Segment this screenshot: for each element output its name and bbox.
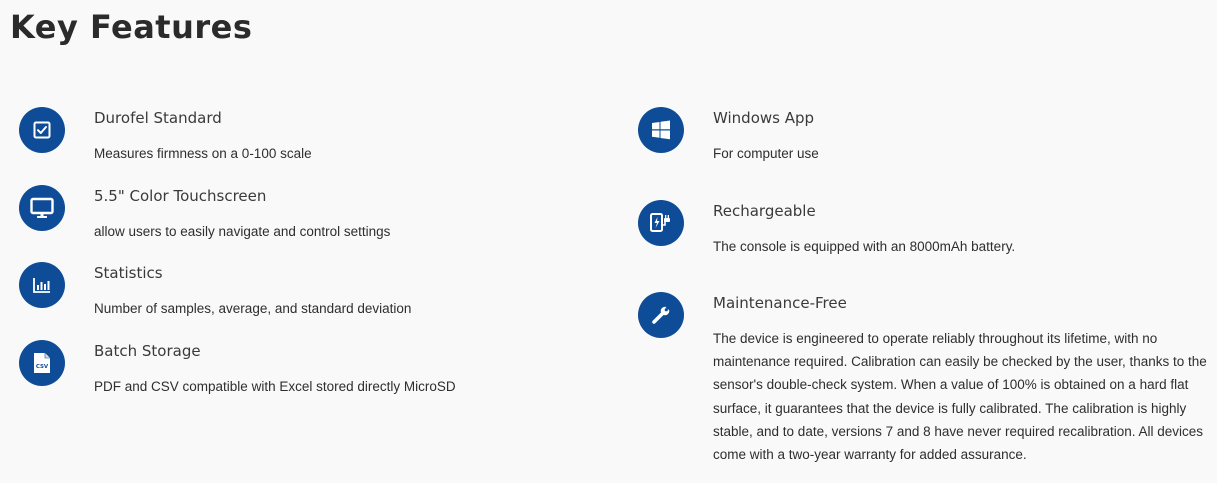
bar-chart-icon bbox=[19, 262, 65, 308]
feature-maintenance-free bbox=[638, 292, 1213, 472]
feature-description: For computer use bbox=[713, 146, 819, 161]
windows-icon bbox=[638, 107, 684, 153]
feature-durofel-standard bbox=[19, 107, 579, 167]
feature-rechargeable bbox=[638, 200, 1213, 260]
feature-description: The device is engineered to operate reliably throughout its lifetime, with no maintenance required. Calibration can easily be checked by the user, thanks to the sensor's double-check system. When a value of 100% is obtained on a hard flat surface, it guarantees that the device is fully calibrated. The calibration is highly stable, and to date, versions 7 and 8 have never required recalibration. All devices come with a two-year warranty for added assurance. bbox=[713, 331, 1207, 463]
feature-description: Number of samples, average, and standard deviation bbox=[94, 301, 412, 316]
feature-title: Maintenance-Free bbox=[713, 294, 847, 312]
feature-title: Windows App bbox=[713, 109, 815, 127]
feature-title: Statistics bbox=[94, 264, 163, 282]
monitor-icon bbox=[19, 185, 65, 231]
feature-statistics bbox=[19, 262, 579, 322]
section-heading: Key Features bbox=[10, 8, 253, 46]
feature-description: allow users to easily navigate and control settings bbox=[94, 224, 391, 239]
feature-color-touchscreen bbox=[19, 185, 579, 245]
feature-description: The console is equipped with an 8000mAh battery. bbox=[713, 239, 1016, 254]
feature-title: Rechargeable bbox=[713, 202, 816, 220]
csv-file-icon bbox=[19, 340, 65, 386]
charging-icon bbox=[638, 200, 684, 246]
wrench-icon bbox=[638, 292, 684, 338]
svg-text:CSV: CSV bbox=[35, 364, 49, 370]
feature-title: Durofel Standard bbox=[94, 109, 222, 127]
feature-batch-storage bbox=[19, 340, 579, 400]
feature-description: Measures firmness on a 0-100 scale bbox=[94, 146, 312, 161]
feature-title: Batch Storage bbox=[94, 342, 201, 360]
feature-title: 5.5" Color Touchscreen bbox=[94, 187, 267, 205]
feature-description: PDF and CSV compatible with Excel stored directly MicroSD bbox=[94, 379, 456, 394]
checkbox-icon bbox=[19, 107, 65, 153]
feature-windows-app bbox=[638, 107, 1213, 167]
